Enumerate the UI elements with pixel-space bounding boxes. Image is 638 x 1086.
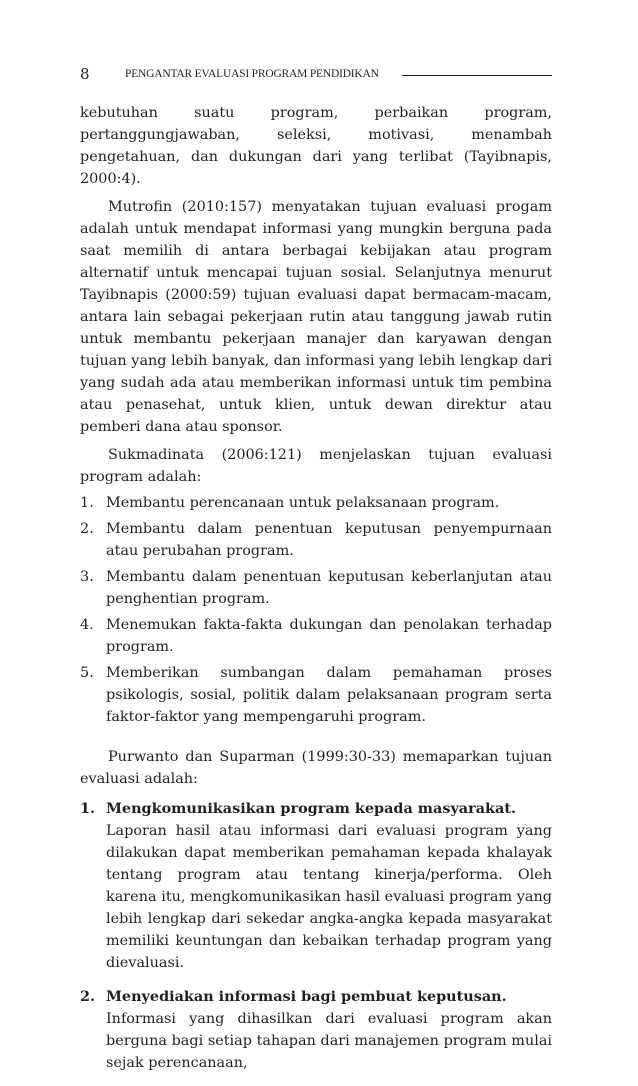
purwanto-list xyxy=(80,798,552,1074)
list-number: 4. xyxy=(80,617,94,633)
list-item-heading: Menyediakan informasi bagi pembuat keputusan. xyxy=(106,988,507,1005)
list-item-text: Laporan hasil atau informasi dari evaluasi program yang dilakukan dapat memberikan pemahaman kepada khalayak tentang program atau tentang kinerja/performa. Oleh karena itu, mengkomunikasikan hasil evaluasi program yang lebih lengkap dari sekedar angka-angka kepada masyarakat memiliki keuntungan dan kebaikan terhadap program yang dievaluasi. xyxy=(106,823,552,971)
running-head-title: PENGANTAR EVALUASI PROGRAM PENDIDIKAN xyxy=(125,68,379,80)
list-item xyxy=(80,662,552,728)
list-item xyxy=(80,986,552,1074)
sukmadinata-list xyxy=(80,492,552,728)
list-item-text: Informasi yang dihasilkan dari evaluasi program akan berguna bagi setiap tahapan dari manajemen program mulai sejak perencanaan, xyxy=(106,1011,552,1071)
list-item-text: Membantu dalam penentuan keputusan keberlanjutan atau penghentian program. xyxy=(106,569,552,607)
page-header xyxy=(80,64,552,84)
list-item xyxy=(80,566,552,610)
list-item xyxy=(80,518,552,562)
list-number: 1. xyxy=(80,800,96,817)
page-body xyxy=(80,102,552,1086)
page-number: 8 xyxy=(80,65,90,83)
list-number: 5. xyxy=(80,665,94,681)
list-number: 1. xyxy=(80,495,94,511)
list-number: 3. xyxy=(80,569,94,585)
list-item xyxy=(80,614,552,658)
list-item-text: Memberikan sumbangan dalam pemahaman proses psikologis, sosial, politik dalam pelaksanaan program serta faktor-faktor yang mempengaruhi program. xyxy=(106,665,552,725)
paragraph-sukmadinata: Sukmadinata (2006:121) menjelaskan tujuan evaluasi program adalah: xyxy=(80,447,552,485)
list-item-text: Membantu dalam penentuan keputusan penyempurnaan atau perubahan program. xyxy=(106,521,552,559)
list-number: 2. xyxy=(80,988,96,1005)
paragraph-mutrofin: Mutrofin (2010:157) menyatakan tujuan evaluasi progam adalah untuk mendapat informasi yang mungkin berguna pada saat memilih di antara berbagai kebijakan atau program alternatif untuk mencapai tujuan sosial. Selanjutnya menurut Tayibnapis (2000:59) tujuan evaluasi dapat bermacam-macam, antara lain sebagai pekerjaan rutin atau tanggung jawab rutin untuk membantu pekerjaan manajer dan karyawan dengan tujuan yang lebih banyak, dan informasi yang lebih lengkap dari yang sudah ada atau memberikan informasi untuk tim pembina atau penasehat, untuk klien, untuk dewan direktur atau pemberi dana atau sponsor. xyxy=(80,199,552,435)
list-item xyxy=(80,798,552,974)
paragraph-purwanto: Purwanto dan Suparman (1999:30-33) memaparkan tujuan evaluasi adalah: xyxy=(80,749,552,787)
header-rule xyxy=(402,75,552,76)
list-item-text: Membantu perencanaan untuk pelaksanaan program. xyxy=(106,495,500,511)
paragraph-continued: kebutuhan suatu program, perbaikan program, pertanggungjawaban, seleksi, motivasi, menambah pengetahuan, dan dukungan dari yang terlibat (Tayibnapis, 2000:4). xyxy=(80,105,552,187)
list-item-heading: Mengkomunikasikan program kepada masyarakat. xyxy=(106,800,516,817)
list-item xyxy=(80,492,552,514)
list-number: 2. xyxy=(80,521,94,537)
list-item-text: Menemukan fakta-fakta dukungan dan penolakan terhadap program. xyxy=(106,617,552,655)
